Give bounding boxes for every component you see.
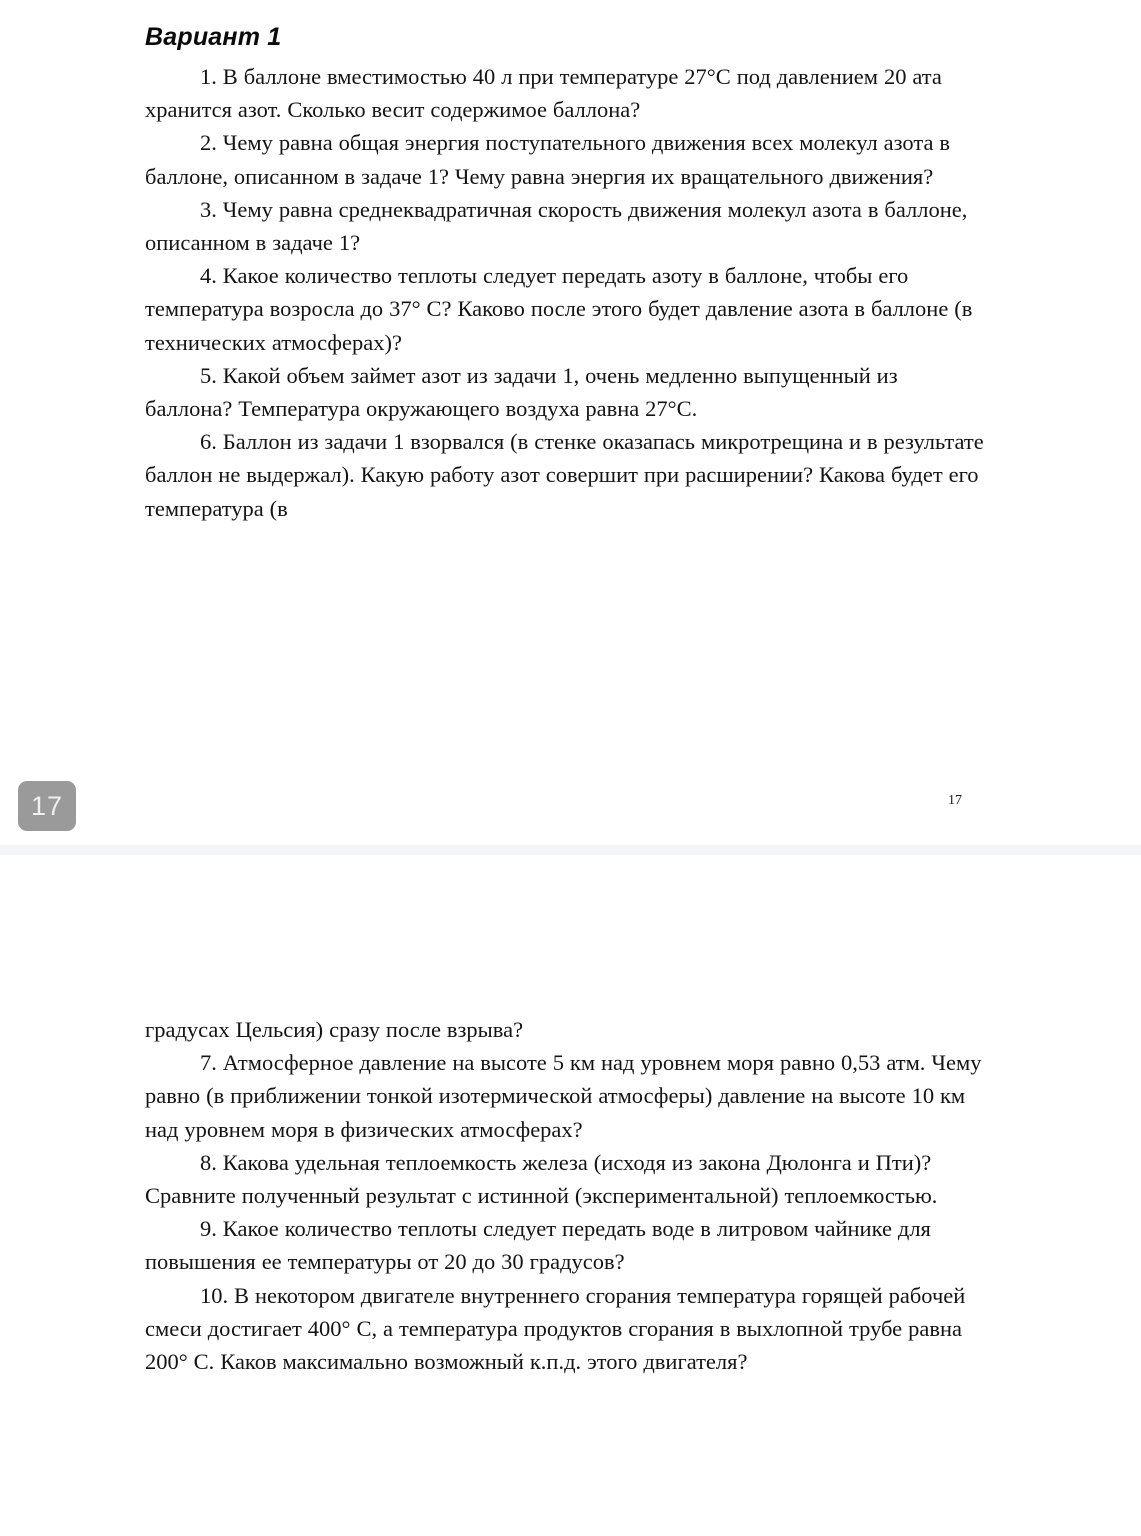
page-text-column xyxy=(145,1013,990,1378)
page-text-column xyxy=(145,22,990,525)
problem-item-6: 6. Баллон из задачи 1 взорвался (в стенке оказапась микротрещина и в результате баллон не выдержал). Какую работу азот совершит при расширении? Какова будет его температура (в xyxy=(145,429,984,521)
page-separator xyxy=(0,845,1141,855)
problem-item-5: 5. Какой объем займет азот из задачи 1, очень медленно выпущенный из баллона? Температура окружающего воздуха равна 27°C. xyxy=(145,362,898,422)
problem-item-8: 8. Какова удельная теплоемкость железа (исходя из закона Дюлонга и Пти)? Сравните полученный результат с истинной (экспериментальной) теплоемкостью. xyxy=(145,1149,938,1209)
current-page-badge[interactable]: 17 xyxy=(18,781,76,831)
problem-item-6-continued: градусах Цельсия) сразу после взрыва? xyxy=(145,1017,524,1042)
printed-page-number: 17 xyxy=(948,793,962,808)
problem-item-1: 1. В баллоне вместимостью 40 л при температуре 27°C под давлением 20 ата хранится азот. Сколько весит содержимое баллона? xyxy=(145,64,942,123)
problem-item-3: 3. Чему равна среднеквадратичная скорость движения молекул азота в баллоне, описанном в задаче 1? xyxy=(145,196,968,256)
problem-item-9: 9. Какое количество теплоты следует передать воде в литровом чайнике для повышения ее температуры от 20 до 30 градусов? xyxy=(145,1216,931,1275)
problem-item-7: 7. Атмосферное давление на высоте 5 км над уровнем моря равно 0,53 атм. Чему равно (в приближении тонкой изотермической атмосферы) давление на высоте 10 км над уровнем моря в физических атмосферах? xyxy=(145,1050,982,1142)
problem-item-2: 2. Чему равна общая энергия поступательного движения всех молекул азота в баллоне, описанном в задаче 1? Чему равна энергия их вращательного движения? xyxy=(145,130,951,189)
problem-item-10: 10. В некотором двигателе внутреннего сгорания температура горящей рабочей смеси достигает 400° C, а температура продуктов сгорания в выхлопной трубе равна 200° C. Каков максимально возможный к.п.д. этого двигателя? xyxy=(145,1282,966,1375)
problem-item-4: 4. Какое количество теплоты следует передать азоту в баллоне, чтобы его температура возросла до 37° C? Каково после этого будет давление азота в баллоне (в технических атмосферах)? xyxy=(145,263,973,355)
document-page-next xyxy=(0,855,1141,1536)
page-title: Вариант 1 xyxy=(145,23,282,51)
